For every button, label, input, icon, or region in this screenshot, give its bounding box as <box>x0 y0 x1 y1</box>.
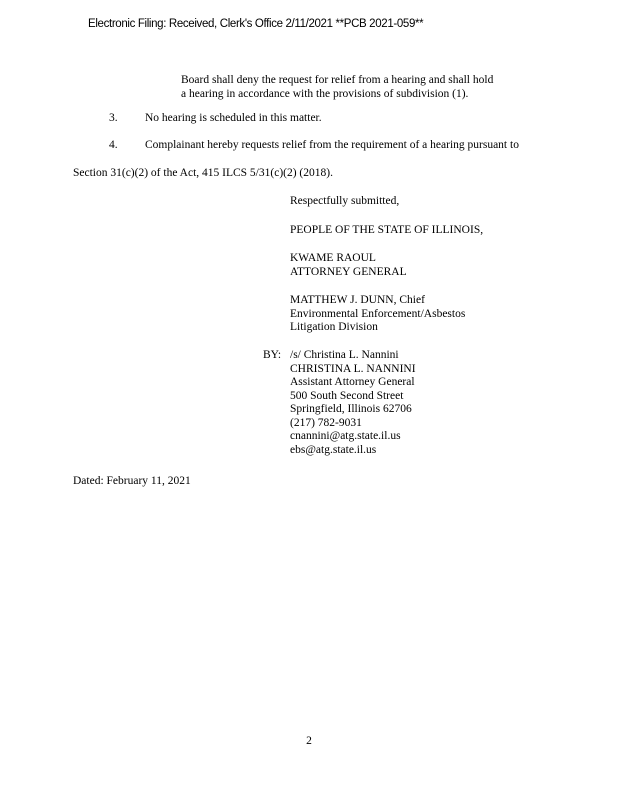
continuation-line: Board shall deny the request for relief from a hearing and shall hold <box>181 74 494 86</box>
dated-line: Dated: February 11, 2021 <box>73 475 191 487</box>
chief-name: MATTHEW J. DUNN, Chief <box>290 294 425 306</box>
signer-phone: (217) 782-9031 <box>290 416 362 429</box>
party-name: PEOPLE OF THE STATE OF ILLINOIS, <box>290 224 484 236</box>
item-text-3: No hearing is scheduled in this matter. <box>145 112 322 124</box>
chief-division: Litigation Division <box>290 321 378 333</box>
item-4-continuation: Section 31(c)(2) of the Act, 415 ILCS 5/31(c)(2) (2018). <box>73 167 333 179</box>
attorney-general-title: ATTORNEY GENERAL <box>290 265 407 278</box>
item-number-4: 4. <box>109 139 118 151</box>
signer-title: Assistant Attorney General <box>290 376 415 388</box>
signer-address-city: Springfield, Illinois 62706 <box>290 403 412 415</box>
signer-name: CHRISTINA L. NANNINI <box>290 362 416 375</box>
attorney-general-name: KWAME RAOUL <box>290 252 376 264</box>
attorney-general-block <box>290 252 407 279</box>
signer-email: cnannini@atg.state.il.us <box>290 430 401 442</box>
filing-stamp-header: Electronic Filing: Received, Clerk's Office 2/11/2021 **PCB 2021-059** <box>88 18 424 30</box>
by-label: BY: <box>263 349 282 361</box>
item-text-4: Complainant hereby requests relief from the requirement of a hearing pursuant to <box>145 139 519 151</box>
chief-block <box>290 294 465 335</box>
signer-address-street: 500 South Second Street <box>290 389 404 402</box>
signer-block <box>290 349 416 457</box>
signer-email-ebs: ebs@atg.state.il.us <box>290 443 377 456</box>
item-number-3: 3. <box>109 112 118 124</box>
continuation-line: a hearing in accordance with the provisions of subdivision (1). <box>181 87 469 100</box>
electronic-signature: /s/ Christina L. Nannini <box>290 349 399 361</box>
quoted-statute-continuation <box>181 74 493 101</box>
chief-division: Environmental Enforcement/Asbestos <box>290 307 466 320</box>
closing-salutation: Respectfully submitted, <box>290 195 400 207</box>
page-number: 2 <box>306 735 312 747</box>
